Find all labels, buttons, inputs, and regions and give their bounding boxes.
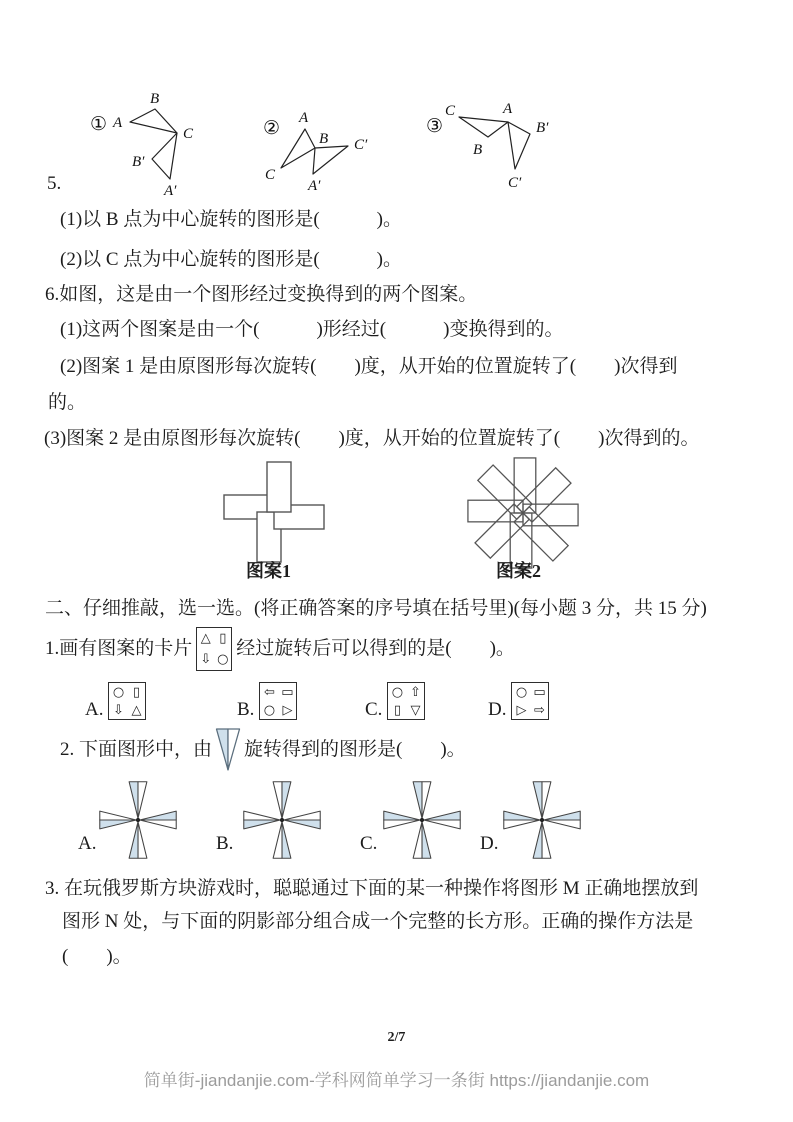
card-glyph: ○ <box>112 684 125 700</box>
q6-pattern-1 <box>220 460 332 564</box>
card-glyph: ⇧ <box>409 684 421 700</box>
q6-item-2-line-1: (2)图案 1 是由原图形每次旋转( )度，从开始的位置旋转了( )次得到 <box>60 356 678 377</box>
vertex-label: B <box>319 131 329 147</box>
vertex-label: B′ <box>536 120 549 136</box>
q1-option-b <box>237 682 297 720</box>
vertex-label: C′ <box>508 175 522 191</box>
q2-prefix: 2. 下面图形中，由 <box>60 739 213 760</box>
q1-option-d <box>488 682 549 720</box>
q2-option-b-label: B. <box>216 833 234 854</box>
pinwheel-center-dot <box>420 818 424 822</box>
vertex-label: B <box>473 142 483 158</box>
q1-option-c <box>365 682 425 720</box>
card-glyph: ▽ <box>410 702 421 718</box>
q2-option-c-pinwheel <box>382 780 462 860</box>
vertex-label: A <box>299 110 309 126</box>
option-label: B. <box>237 699 255 720</box>
q2-option-d-pinwheel <box>502 780 582 860</box>
q1-option-a <box>85 682 146 720</box>
q6-pattern-1-caption: 图案1 <box>246 561 291 581</box>
page-number: 2/7 <box>387 1030 406 1045</box>
q2-option-a-pinwheel <box>98 780 178 860</box>
pattern2-rect <box>514 507 568 561</box>
pattern1-rect-top <box>267 462 291 512</box>
card-glyph: ▷ <box>516 702 527 718</box>
card-glyph-down-arrow: ⇩ <box>200 652 212 667</box>
q6-intro: 6.如图，这是由一个图形经过变换得到的两个图案。 <box>45 284 478 305</box>
pinwheel-center-dot <box>136 818 140 822</box>
petal-left-half <box>216 729 228 770</box>
card-glyph: ○ <box>515 684 528 700</box>
q6-item-1: (1)这两个图案是由一个( )形经过( )变换得到的。 <box>60 319 564 340</box>
card-glyph: ⇩ <box>113 702 124 718</box>
q3-line-3: ( )。 <box>62 946 132 967</box>
pinwheel-center-dot <box>280 818 284 822</box>
vertex-label: C <box>445 103 456 119</box>
q5-figure-1 <box>82 86 212 201</box>
q1-option-d-card <box>511 682 549 720</box>
q2-option-a-label: A. <box>78 833 97 854</box>
figure-1-tag: ① <box>90 114 108 135</box>
figure-3-triangle-rotated <box>508 122 530 169</box>
card-glyph-circle: ○ <box>217 652 229 667</box>
q5-number: 5. <box>47 173 62 194</box>
vertex-label: B′ <box>132 154 145 170</box>
vertex-label: A′ <box>164 183 177 199</box>
card-glyph: △ <box>131 702 142 718</box>
pattern2-rect <box>517 468 571 522</box>
vertex-label: A′ <box>308 178 321 194</box>
figure-2-tag: ② <box>263 118 281 139</box>
vertex-label: C <box>265 167 276 183</box>
vertex-label: C′ <box>354 137 368 153</box>
q1-stem-row <box>45 626 515 672</box>
card-glyph: ▷ <box>282 702 293 718</box>
figure-3-tag: ③ <box>426 116 444 137</box>
q3-line-1: 3. 在玩俄罗斯方块游戏时，聪聪通过下面的某一种操作将图形 M 正确地摆放到 <box>45 878 699 899</box>
q6-item-3: (3)图案 2 是由原图形每次旋转( )度，从开始的位置旋转了( )次得到的。 <box>44 428 700 449</box>
figure-1-triangle-rotated <box>152 133 177 179</box>
q1-card <box>196 627 232 671</box>
vertex-label: B <box>150 91 160 107</box>
vertex-label: A <box>503 101 513 117</box>
option-label: D. <box>488 699 507 720</box>
q6-pattern-2-caption: 图案2 <box>496 561 541 581</box>
card-glyph: ⇨ <box>534 702 545 718</box>
pattern2-rect <box>475 504 529 558</box>
card-glyph: ▯ <box>132 684 141 700</box>
card-glyph-rectangle: ▯ <box>219 631 227 646</box>
q1-option-a-card <box>108 682 146 720</box>
q2-option-d-label: D. <box>480 833 499 854</box>
card-glyph-triangle: △ <box>200 631 211 646</box>
q1-option-b-card <box>259 682 297 720</box>
pattern2-rect <box>478 465 532 519</box>
q5-figure-2 <box>253 86 393 201</box>
q2-suffix: 旋转得到的图形是( )。 <box>244 739 466 760</box>
card-glyph: ○ <box>391 684 404 700</box>
q5-figure-3 <box>420 84 570 199</box>
q2-reference-petal <box>215 728 241 772</box>
pinwheel-center-dot <box>540 818 544 822</box>
q1-option-c-card <box>387 682 425 720</box>
option-label: C. <box>365 699 383 720</box>
figure-3-triangle-original <box>459 117 508 137</box>
card-glyph: ▭ <box>533 684 546 700</box>
q2-option-c-label: C. <box>360 833 378 854</box>
card-glyph: ▭ <box>281 684 294 700</box>
card-glyph: ⇦ <box>263 684 275 700</box>
petal-right-half <box>228 729 240 770</box>
figure-1-triangle-original <box>130 109 177 133</box>
q1-suffix: 经过旋转后可以得到的是( )。 <box>236 638 515 659</box>
vertex-label: A <box>113 115 123 131</box>
option-label: A. <box>85 699 104 720</box>
q3-line-2: 图形 N 处，与下面的阴影部分组合成一个完整的长方形。正确的操作方法是 <box>62 911 694 932</box>
q5-item-2: (2)以 C 点为中心旋转的图形是( )。 <box>60 249 402 270</box>
footer-site-link: 简单街-jiandanjie.com-学科网简单学习一条街 https://jiandanjie.com <box>143 1071 650 1090</box>
card-glyph: ○ <box>263 702 276 718</box>
figure-2-triangle-rotated <box>313 146 348 174</box>
figure-2-triangle-original <box>281 129 315 168</box>
section-2-heading: 二、仔细推敲，选一选。(将正确答案的序号填在括号里)(每小题 3 分，共 15 分) <box>45 598 707 619</box>
q5-item-1: (1)以 B 点为中心旋转的图形是( )。 <box>60 209 402 230</box>
q2-option-b-pinwheel <box>242 780 322 860</box>
q6-pattern-2 <box>464 454 582 572</box>
q2-stem-row <box>60 728 466 772</box>
q6-item-2-line-2: 的。 <box>48 392 87 413</box>
q1-prefix: 1.画有图案的卡片 <box>45 638 193 659</box>
card-glyph: ▯ <box>393 702 402 718</box>
vertex-label: C <box>183 126 194 142</box>
